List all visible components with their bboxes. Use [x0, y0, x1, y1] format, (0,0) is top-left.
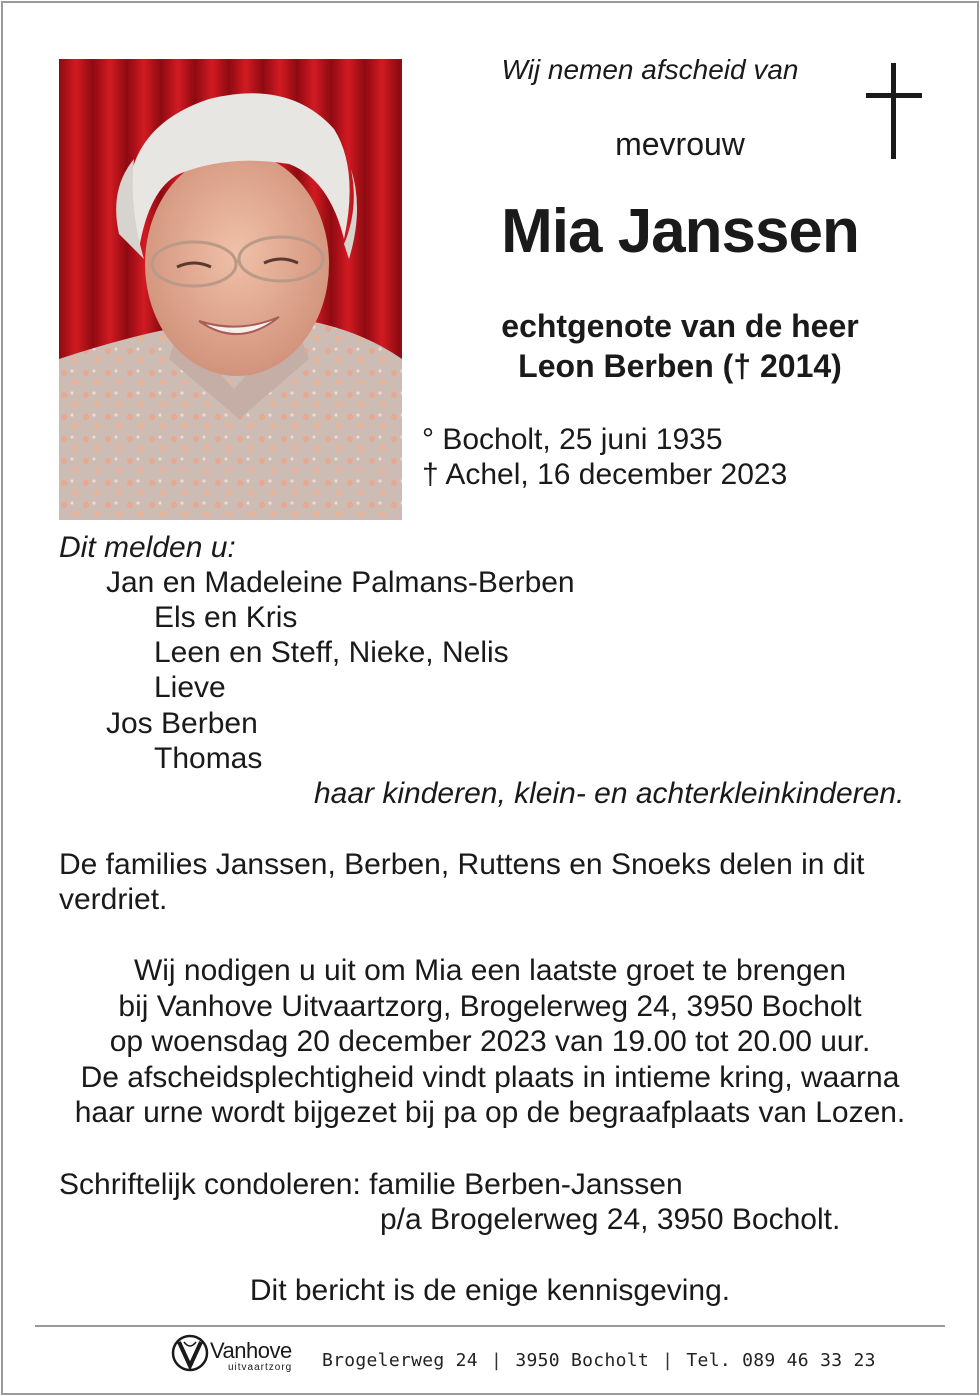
families-line-1: De families Janssen, Berben, Ruttens en Snoeks delen in dit	[59, 848, 865, 881]
spouse-line-2: Leon Berben († 2014)	[518, 348, 842, 384]
invitation-line: De afscheidsplechtigheid vindt plaats in intieme kring, waarna	[80, 1060, 900, 1094]
invitation-line: haar urne wordt bijgezet bij pa op de begraafplaats van Lozen.	[74, 1096, 906, 1129]
family-line: Els en Kris	[154, 601, 298, 634]
life-dates	[422, 422, 787, 492]
condolence-line-1: Schriftelijk condoleren: familie Berben-Janssen	[59, 1168, 683, 1201]
families-line-2: verdriet.	[59, 883, 168, 916]
logo-sub: uitvaartzorg	[228, 1362, 293, 1373]
invitation-line: op woensdag 20 december 2023 van 19.00 tot 20.00 uur.	[109, 1025, 871, 1058]
intro-text: Wij nemen afscheid van	[501, 54, 799, 85]
invitation-block	[40, 953, 940, 1131]
birth-date: ° Bocholt, 25 juni 1935	[422, 423, 723, 456]
death-date: † Achel, 16 december 2023	[422, 458, 788, 491]
title-prefix: mevrouw	[615, 126, 745, 162]
family-relation: haar kinderen, klein- en achterkleinkinderen.	[314, 777, 905, 810]
family-line: Leen en Steff, Nieke, Nelis	[154, 636, 509, 669]
footer-phone: Tel. 089 46 33 23	[686, 1350, 876, 1371]
spouse-info	[420, 306, 940, 386]
family-line: Thomas	[154, 742, 263, 775]
cross-icon	[866, 63, 922, 159]
invitation-line: bij Vanhove Uitvaartzorg, Brogelerweg 24, 3950 Bocholt	[118, 989, 862, 1023]
footer-divider	[35, 1325, 945, 1327]
footer-contact: Brogelerweg 24 | 3950 Bocholt | Tel. 089 46 33 23	[322, 1350, 876, 1371]
footer-city: 3950 Bocholt	[515, 1350, 649, 1371]
family-intro: Dit melden u:	[59, 531, 236, 564]
deceased-name: Mia Janssen	[501, 197, 859, 266]
family-line: Jos Berben	[106, 707, 258, 740]
portrait-photo	[59, 59, 402, 520]
condolence-line-2: p/a Brogelerweg 24, 3950 Bocholt.	[380, 1203, 841, 1236]
logo-name: Vanhove	[210, 1338, 292, 1363]
family-line: Jan en Madeleine Palmans-Berben	[106, 566, 575, 599]
invitation-line: Wij nodigen u uit om Mia een laatste groet te brengen	[133, 954, 847, 987]
family-line: Lieve	[154, 671, 226, 704]
footer-address: Brogelerweg 24	[322, 1350, 478, 1371]
vanhove-logo	[170, 1330, 315, 1376]
notice-text: Dit bericht is de enige kennisgeving.	[249, 1274, 731, 1307]
spouse-line-1: echtgenote van de heer	[501, 308, 859, 344]
